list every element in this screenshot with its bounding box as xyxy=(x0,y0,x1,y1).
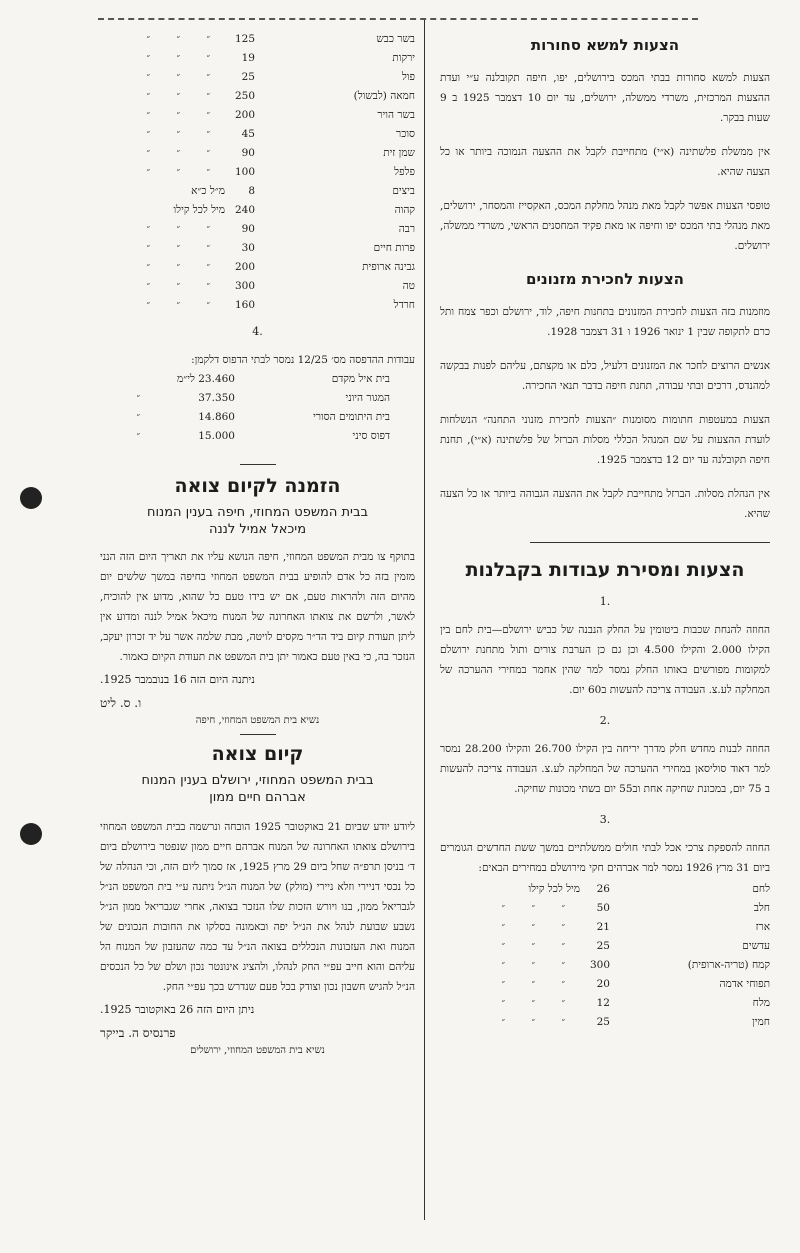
price-row xyxy=(100,32,415,51)
price-row xyxy=(440,996,770,1015)
ditto-mark: ״ xyxy=(176,300,180,310)
item-price: 20 xyxy=(596,978,610,990)
ditto-mark: ״ xyxy=(561,1017,565,1027)
print-row xyxy=(100,429,415,448)
item-name: חמאה (לבשול) xyxy=(353,90,415,102)
item-price: 25 xyxy=(596,1016,610,1028)
price-row xyxy=(100,108,415,127)
item-name: סוכר xyxy=(396,128,415,140)
punch-hole xyxy=(20,823,42,845)
section-divider xyxy=(530,542,770,543)
item-name: קמח (טריה-ארופית) xyxy=(687,959,770,971)
signature-title: נשיא בית המשפט המחוזי, חיפה xyxy=(195,715,320,726)
ditto-mark: ״ xyxy=(176,281,180,291)
item-name: טה xyxy=(402,280,415,292)
item-name: תפוחי אדמה xyxy=(719,978,770,990)
print-amount: 15.000 xyxy=(198,430,235,442)
ditto-mark: ״ xyxy=(146,262,150,272)
item-price: 125 xyxy=(234,33,255,45)
item-number: .4 xyxy=(252,325,263,338)
item-name: פרות חיים xyxy=(373,242,415,254)
ditto-mark: ״ xyxy=(146,110,150,120)
ditto-mark: ״ xyxy=(501,1017,505,1027)
printer-name: בית איל מקדם xyxy=(331,373,390,385)
ditto-mark: ״ xyxy=(561,903,565,913)
ditto-mark: ״ xyxy=(561,922,565,932)
ditto-mark: ״ xyxy=(146,34,150,44)
ditto-mark: ״ xyxy=(501,960,505,970)
ditto-mark: ״ xyxy=(206,91,210,101)
signature-name: ו. ס. ליט xyxy=(100,696,142,710)
paragraph: הצעות במעטפות חתומות מסומנות ״הצעות לחכירת מזנוני התחנה״ הנשלחות לועדת ההצעות על שם המנהל הכללי מסלות הברזל של פלשתינה (א״י), תחנת חיפה תקובלנה עד יום 12 בדצמבר 1925. xyxy=(440,414,770,466)
price-row xyxy=(440,977,770,996)
item-price: 160 xyxy=(234,299,255,311)
item-price: 25 xyxy=(241,71,255,83)
paragraph: אין הנהלת מסלות. הברזל מתחייבת לקבל את ההצעה הגבוהה ביותר או כל הצעה שהיא. xyxy=(440,488,770,520)
item-price: 25 xyxy=(596,940,610,952)
ditto-mark: ״ xyxy=(136,393,140,403)
paragraph: החוזה לבנות מחדש חלק מדרך יריחה בין הקילו 26.700 והקילו 28.200 נמסר למר דאוד סוליסאן במחירי ההערכה של המחלקה לע.צ. העבודה צריכה להעשות ב 75 יום, במכונת שחיקה אחת וב55 יום בשתי מכונות שחיקה. xyxy=(440,743,771,795)
printer-name: דפוס סיני xyxy=(352,430,390,442)
ditto-mark: ״ xyxy=(136,412,140,422)
ditto-mark: ״ xyxy=(146,224,150,234)
ditto-mark: ״ xyxy=(206,243,210,253)
ditto-mark: ״ xyxy=(206,281,210,291)
top-rule xyxy=(98,18,698,20)
ditto-mark: ״ xyxy=(146,300,150,310)
ditto-mark: ״ xyxy=(561,979,565,989)
paragraph: עבודות ההדפסה מס׳ 12/25 נמסר לבתי הדפוס דלקמן: xyxy=(191,354,415,366)
ditto-mark: ״ xyxy=(176,34,180,44)
item-price: 30 xyxy=(241,242,255,254)
item-name: שמן זית xyxy=(383,147,415,159)
price-row xyxy=(100,241,415,260)
ditto-mark: ״ xyxy=(176,224,180,234)
ditto-mark: ״ xyxy=(501,922,505,932)
date-line: ניתנה היום הזה 16 בנובמבר 1925. xyxy=(100,673,255,686)
left-column xyxy=(100,32,415,1064)
section-title-will-probate: קיום צואה xyxy=(211,743,304,765)
item-name: לחם xyxy=(752,883,770,895)
item-price: 8 xyxy=(248,185,255,197)
price-list xyxy=(100,32,415,317)
print-row xyxy=(100,410,415,429)
item-price: 100 xyxy=(234,166,255,178)
ditto-mark: ״ xyxy=(146,91,150,101)
ditto-mark: ״ xyxy=(206,110,210,120)
item-name: ארז xyxy=(755,921,770,933)
price-row xyxy=(100,127,415,146)
item-price: 200 xyxy=(234,261,255,273)
item-name: עדשים xyxy=(742,940,770,952)
item-price: 90 xyxy=(241,223,255,235)
ditto-mark: ״ xyxy=(176,148,180,158)
item-name: ביצים xyxy=(392,185,415,197)
paragraph: אין ממשלת פלשתינה (א״י) מתחייבת לקבל את ההצעה הנמוכה ביותר או כל הצעה שהיא. xyxy=(440,146,770,178)
price-row xyxy=(100,146,415,165)
ditto-mark: ״ xyxy=(146,53,150,63)
ditto-mark: ״ xyxy=(501,979,505,989)
item-number: .3 xyxy=(599,813,611,826)
date-line: ניתן היום הזה 26 באוקטובר 1925. xyxy=(100,1003,255,1016)
item-name: חרדל xyxy=(393,299,415,311)
ditto-mark: ״ xyxy=(176,91,180,101)
print-amount: 14.860 xyxy=(198,411,235,423)
ditto-mark: ״ xyxy=(176,110,180,120)
ditto-mark: ״ xyxy=(501,903,505,913)
item-price: 12 xyxy=(596,997,610,1009)
price-row xyxy=(440,958,770,977)
price-row xyxy=(100,165,415,184)
item-price: 90 xyxy=(241,147,255,159)
print-amount: 37.350 xyxy=(198,392,235,404)
item-unit: מיל לכל קילו xyxy=(528,883,580,895)
ditto-mark: ״ xyxy=(146,148,150,158)
subtitle: בבית המשפט המחוזי, חיפה בענין המנוח xyxy=(146,505,368,520)
printer-name: המגור היוני xyxy=(345,392,390,404)
ditto-mark: ״ xyxy=(531,979,535,989)
ditto-mark: ״ xyxy=(561,941,565,951)
item-name: פול xyxy=(401,71,415,83)
item-price: 45 xyxy=(241,128,255,140)
ditto-mark: ״ xyxy=(206,224,210,234)
section-title-canteen-lease: הצעות לחכירת מזנונים xyxy=(526,270,684,288)
paragraph: בתוקף צו מבית המשפט המחוזי, חיפה הנושא עליו את תאריך היום הזה הנני מזמין בזה כל אדם להופיע בבית המשפט המחוזי בחיפה במשך שלשים יום מהיום הזה ולהראות טעם, אם יש בידו טעם כל שהוא, מדוע אין להוכיח, לאשר, ולרשם את צואתו האחרונה של המנוח מיכאל אמיל לננה ומדוע אין ליתן תעודת קיום ביד הד״ר מקסים לויטה, מבת שלמה אשר על יד זכרון יעקב, הנזכר בה, כי באין טעם כאמור יתן בית המשפט את תעודת הקיום כאמור. xyxy=(100,551,415,663)
ditto-mark: ״ xyxy=(146,281,150,291)
item-price: 26 xyxy=(596,883,610,895)
price-row xyxy=(100,70,415,89)
ditto-mark: ״ xyxy=(531,960,535,970)
ditto-mark: ״ xyxy=(206,300,210,310)
printer-name: בית היתומים הסורי xyxy=(313,411,390,423)
item-name: בשר כבש xyxy=(376,33,415,45)
item-price: 300 xyxy=(589,959,610,971)
ditto-mark: ״ xyxy=(146,243,150,253)
signature-name: פרנסיס ה. בייקר xyxy=(100,1026,176,1040)
ditto-mark: ״ xyxy=(206,167,210,177)
ditto-mark: ״ xyxy=(176,129,180,139)
ditto-mark: ״ xyxy=(561,998,565,1008)
ditto-mark: ״ xyxy=(501,941,505,951)
item-name: מלח xyxy=(752,997,770,1009)
item-price: 21 xyxy=(596,921,610,933)
ditto-mark: ״ xyxy=(146,167,150,177)
ditto-mark: ״ xyxy=(146,72,150,82)
paragraph: טופסי הצעות אפשר לקבל מאת מנהל מחלקת המכס, האקסייז והמסחר, ירושלים, מאת מנהלי בתי המכס יפו וחיפה או מאת פקיד המחסנים הראשי, משרדי ממשלה, ירושלים. xyxy=(440,200,770,252)
price-row xyxy=(440,882,770,901)
ditto-mark: ״ xyxy=(501,998,505,1008)
paragraph: הצעות למשא סחורות בבתי המכס בירושלים, יפו, חיפה תקובלנה ע״י ועדת ההצעות המרכזית, משרדי ממשלה, ירושלים, עד יום 10 דצמבר 1925 ב 9 שעות בבקר. xyxy=(440,72,770,124)
ditto-mark: ״ xyxy=(531,941,535,951)
item-price: 300 xyxy=(234,280,255,292)
item-name: בשר הויר xyxy=(377,109,415,121)
price-row xyxy=(100,260,415,279)
ditto-mark: ״ xyxy=(531,998,535,1008)
price-row xyxy=(100,51,415,70)
paragraph: החוזה להנחת שכבות ביטומין על החלק הנבנה של כביש ירושלם—בית לחם בין הקילו 2.000 והקילו 4.500 וכן גם כן הערבת צורים ותול מתחנת ירושלם למקומות מפורשים באותו החלק נמסר למר שהין אחמר במחירי ההערכה של המחלקה לע.צ. העבודה צריכה להעשות ב60 יום. xyxy=(440,624,770,696)
item-name: קהוה xyxy=(394,204,415,216)
item-name: חלב xyxy=(753,902,770,914)
price-row xyxy=(100,89,415,108)
print-row xyxy=(100,391,415,410)
ditto-mark: ״ xyxy=(176,262,180,272)
ditto-mark: ״ xyxy=(531,903,535,913)
section-divider xyxy=(240,734,276,735)
item-name: ירקות xyxy=(392,52,415,64)
price-row xyxy=(440,939,770,958)
ditto-mark: ״ xyxy=(176,72,180,82)
paragraph: ליודע יודע שביום 21 באוקטובר 1925 הובחה ונרשמה בבית המשפט המחוזי בירושלם צואתו האחרונה של המנוח אברהם חיים ממון שנפטר בירושלם ביום ד׳ בניסן תרפ״ה שחל ביום 29 מרץ 1925, אז סמוך ליום הזה, וכי הנהלה של כל נכסי דניירי וזלא ניירי (מולק) של המנוח הנ״ל ניתנה ע״י בית המשפט הנ״ל לגבריאל ממון, בנו ויורש הזכות שלו הנזכר בצואה, אחרי שגבריאל ממון הנ״ל נשבע שבועת לנהל את הנ״ל יפה ובאמונה בסלקו את החובות הנכונים של המנוח ואת העזבונות הנכללים בצואה הנ״ל עד כמה שהעזבון של המנוח הל עליהם והוא חייב עפ״י החק לנהלו, ולהציג אינונטר נכון ושלם של כל הנכסים הנ״ל להגיש חשבון נכון וצודק בכל פעם שנדרש בכך עפ״י החק. xyxy=(100,821,416,993)
ditto-mark: ״ xyxy=(146,129,150,139)
ditto-mark: ״ xyxy=(531,922,535,932)
price-row xyxy=(100,203,415,222)
section-title-will-invitation: הזמנה לקיום צואה xyxy=(174,475,341,497)
price-row xyxy=(100,298,415,317)
ditto-mark: ״ xyxy=(561,960,565,970)
item-unit: מ״ל כ״א xyxy=(191,185,225,197)
ditto-mark: ״ xyxy=(206,34,210,44)
price-list xyxy=(440,882,770,1034)
print-amount: 23.460 לי״מ xyxy=(177,373,235,385)
ditto-mark: ״ xyxy=(136,431,140,441)
punch-hole xyxy=(20,487,42,509)
price-row xyxy=(100,279,415,298)
section-divider xyxy=(240,464,276,465)
ditto-mark: ״ xyxy=(531,1017,535,1027)
price-row xyxy=(440,920,770,939)
item-price: 19 xyxy=(241,52,255,64)
ditto-mark: ״ xyxy=(176,53,180,63)
price-row xyxy=(100,222,415,241)
paragraph: אנשים הרוצים לחכר את המזנונים דלעיל, כלם או מקצתם, עליהם לפנות בבקשה למהנדס, דרכים ובתי עבודה, תחנת חיפה בדבר תנאי החכירה. xyxy=(440,360,770,392)
ditto-mark: ״ xyxy=(206,148,210,158)
paragraph: החוזה להספקת צרכי אכל לבתי חולים ממשלתיים במשך ששת החדשים הגומרים ביום 31 מרץ 1926 נמסר למר אברהים חקי מירושלם במחירים הבאים: xyxy=(440,842,770,874)
subtitle: אברהם חיים ממון xyxy=(209,790,306,805)
price-row xyxy=(100,184,415,203)
item-price: 240 xyxy=(234,204,255,216)
ditto-mark: ״ xyxy=(176,243,180,253)
printing-list xyxy=(100,372,415,448)
ditto-mark: ״ xyxy=(176,167,180,177)
right-column xyxy=(440,30,770,1034)
item-price: 250 xyxy=(234,90,255,102)
item-name: גבינה ארופית xyxy=(362,261,415,273)
price-row xyxy=(440,901,770,920)
ditto-mark: ״ xyxy=(206,262,210,272)
section-title-contract-works: הצעות ומסירת עבודות בקבלנות xyxy=(465,559,745,581)
signature-title: נשיא בית המשפט המחוזי, ירושלים xyxy=(190,1045,325,1056)
item-unit: מיל לכל קילו xyxy=(173,204,225,216)
paragraph: מוזמנות בזה הצעות לחכירת המזנונים בתחנות חיפה, לוד, ירושלם וכפר צמח ותל כרם לתקופה שבין 1 ינואר 1926 ו 31 דצמבר 1928. xyxy=(440,306,770,338)
item-price: 50 xyxy=(596,902,610,914)
section-title-goods-transport: הצעות למשא סחורות xyxy=(530,36,680,54)
item-price: 200 xyxy=(234,109,255,121)
item-name: פלפל xyxy=(394,166,415,178)
column-divider xyxy=(424,20,425,1220)
item-name: רבה xyxy=(398,223,415,235)
price-row xyxy=(440,1015,770,1034)
subtitle: מיכאל אמיל לננה xyxy=(208,522,307,537)
item-number: .1 xyxy=(599,595,611,608)
ditto-mark: ״ xyxy=(206,129,210,139)
ditto-mark: ״ xyxy=(206,72,210,82)
ditto-mark: ״ xyxy=(206,53,210,63)
item-number: .2 xyxy=(599,714,611,727)
subtitle: בבית המשפט המחוזי, ירושלם בענין המנוח xyxy=(141,773,374,788)
item-name: חמין xyxy=(752,1016,770,1028)
print-row xyxy=(100,372,415,391)
